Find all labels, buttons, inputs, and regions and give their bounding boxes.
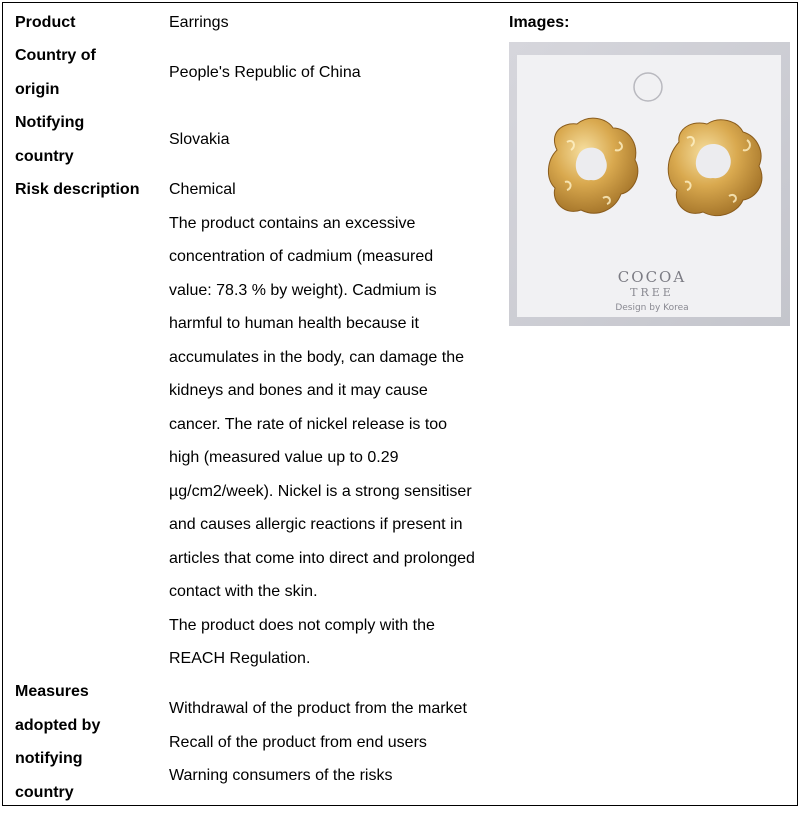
risk-line: cancer. The rate of nickel release is too xyxy=(169,415,448,433)
card-brand-line1: COCOA xyxy=(617,268,687,286)
country-of-origin-value: People's Republic of China xyxy=(169,64,361,81)
country-of-origin-label xyxy=(15,39,155,106)
risk-line: and causes allergic reactions if present in xyxy=(169,516,463,533)
product-label: Product xyxy=(15,14,76,31)
risk-line: concentration of cadmium (measured xyxy=(169,248,434,265)
measures-list xyxy=(169,692,499,793)
measures-label-line: notifying xyxy=(15,750,83,767)
risk-line: µg/cm2/week). Nickel is a strong sensitiser xyxy=(169,482,472,500)
product-photo xyxy=(509,42,790,326)
notifying-country-label-line2: country xyxy=(15,147,74,165)
risk-line: articles that come into direct and prolonged xyxy=(169,549,475,567)
measure-item: Warning consumers of the risks xyxy=(169,767,393,784)
risk-line: kidneys and bones and it may cause xyxy=(169,382,428,399)
risk-line: value: 78.3 % by weight). Cadmium is xyxy=(169,281,437,299)
product-info-table xyxy=(2,2,798,806)
risk-line: harmful to human health because it xyxy=(169,315,419,332)
measure-item: Withdrawal of the product from the market xyxy=(169,700,467,717)
risk-line: The product does not comply with the xyxy=(169,616,435,634)
images-label: Images: xyxy=(509,14,570,31)
country-of-origin-label-line2: origin xyxy=(15,80,60,98)
measures-label-line: adopted by xyxy=(15,716,101,734)
risk-line: The product contains an excessive xyxy=(169,214,416,232)
risk-line: accumulates in the body, can damage the xyxy=(169,348,464,366)
notifying-country-value: Slovakia xyxy=(169,131,230,148)
risk-line: high (measured value up to 0.29 xyxy=(169,449,399,466)
risk-description xyxy=(169,173,499,676)
measures-label-line: Measures xyxy=(15,683,89,700)
measures-label xyxy=(15,675,155,809)
card-brand-line2: TREE xyxy=(630,286,674,299)
country-of-origin-label-line1: Country of xyxy=(15,47,96,64)
measures-label-line: country xyxy=(15,783,74,801)
risk-line: REACH Regulation. xyxy=(169,650,311,667)
risk-type: Chemical xyxy=(169,181,236,198)
product-value: Earrings xyxy=(169,14,229,31)
risk-description-label: Risk description xyxy=(15,181,140,198)
card-tagline: Design by Korea xyxy=(615,303,689,313)
risk-line: contact with the skin. xyxy=(169,583,318,600)
measure-item: Recall of the product from end users xyxy=(169,733,427,751)
notifying-country-label-line1: Notifying xyxy=(15,114,85,131)
notifying-country-label xyxy=(15,106,155,173)
